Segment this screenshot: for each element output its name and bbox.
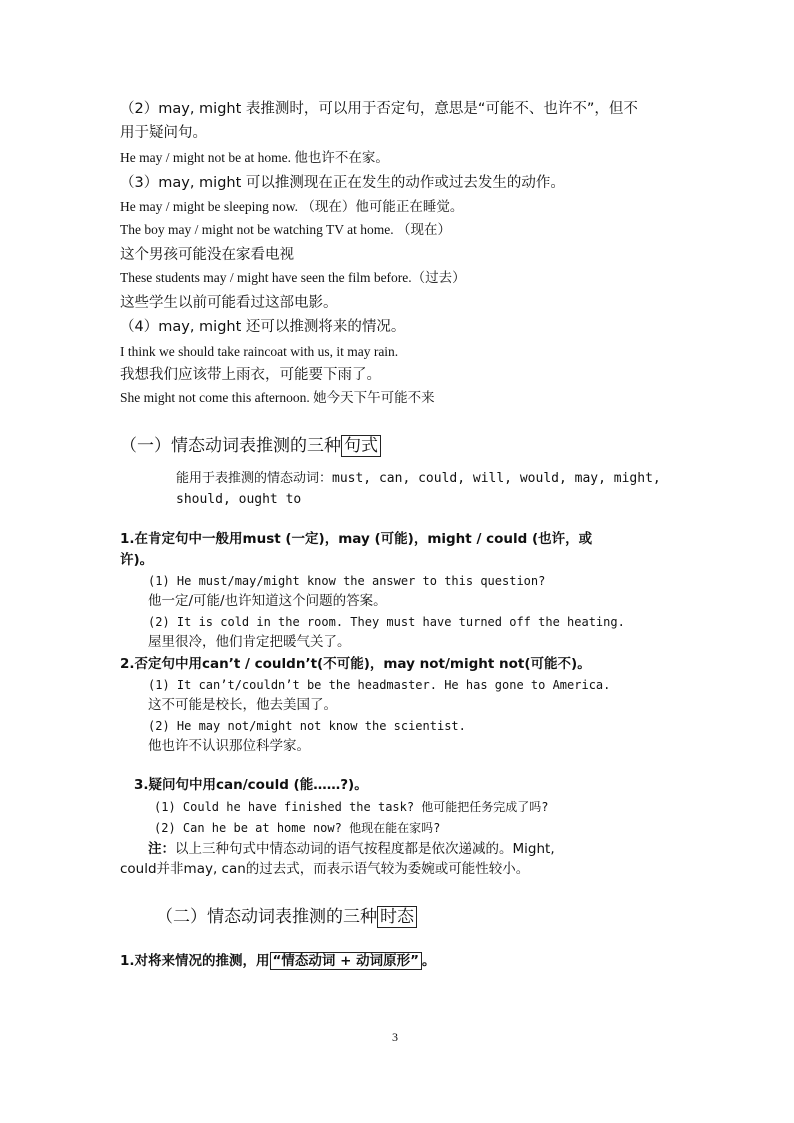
item-2-heading: 2.否定句中用can’t / couldn’t(不可能)，may not/might not(可能不)。 [120, 656, 591, 672]
section-1-title-boxed: 句式 [341, 435, 381, 457]
example-sentence: These students may / might have seen the film before.（过去） [120, 270, 466, 285]
paragraph-2-line-2: 用于疑问句。 [120, 125, 207, 141]
example-translation: 这些学生以前可能看过这部电影。 [120, 295, 338, 311]
example-sentence: The boy may / might not be watching TV at home. （现在） [120, 222, 451, 237]
section-1-title: （一）情态动词表推测的三种 [120, 436, 341, 456]
section-2-title-boxed: 时态 [377, 906, 417, 928]
example-sentence: (1) He must/may/might know the answer to this question? [148, 574, 546, 588]
example-sentence: She might not come this afternoon. 她今天下午可能不来 [120, 390, 435, 405]
item-1-heading: 1.在肯定句中一般用must (一定)，may (可能)，might / could (也许，或 [120, 531, 593, 547]
section-1-description: 能用于表推测的情态动词：must, can, could, will, would, may, might, [176, 471, 661, 486]
example-translation: 我想我们应该带上雨衣，可能要下雨了。 [120, 367, 381, 383]
paragraph-2-line-1: （2）may, might 表推测时，可以用于否定句，意思是“可能不、也许不”，但不 [120, 101, 638, 117]
example-sentence: I think we should take raincoat with us, it may rain. [120, 344, 399, 359]
paragraph-4: （4）may, might 还可以推测将来的情况。 [120, 319, 406, 335]
section-2-title: （二）情态动词表推测的三种 [156, 907, 377, 927]
section-1-heading [120, 436, 381, 457]
note-line-1 [148, 841, 555, 858]
note-text: 以上三种句式中情态动词的语气按程度都是依次递减的。Might, [175, 841, 555, 857]
section-2-item-1-text: 1.对将来情况的推测，用 [120, 953, 270, 969]
example-translation: 他一定/可能/也许知道这个问题的答案。 [148, 593, 387, 609]
item-1-heading-cont: 许)。 [120, 552, 154, 568]
paragraph-3: （3）may, might 可以推测现在正在发生的动作或过去发生的动作。 [120, 175, 565, 191]
example-sentence: He may / might not be at home. 他也许不在家。 [120, 150, 389, 165]
example-sentence: (2) Can he be at home now? 他现在能在家吗? [154, 821, 441, 835]
example-sentence: (2) He may not/might not know the scientist. [148, 719, 466, 733]
example-sentence: He may / might be sleeping now. （现在）他可能正在睡觉。 [120, 199, 464, 214]
example-sentence: (2) It is cold in the room. They must have turned off the heating. [148, 615, 625, 629]
section-2-heading [156, 907, 417, 928]
example-translation: 这个男孩可能没在家看电视 [120, 247, 294, 263]
page-number: 3 [392, 1030, 398, 1044]
example-translation: 这不可能是校长，他去美国了。 [148, 697, 337, 713]
note-line-2: could并非may, can的过去式，而表示语气较为委婉或可能性较小。 [120, 861, 530, 877]
section-2-item-1-boxed: “情态动词 + 动词原形” [270, 952, 422, 970]
example-sentence: (1) It can’t/couldn’t be the headmaster. He has gone to America. [148, 678, 611, 692]
section-2-item-1-suffix: 。 [422, 953, 436, 969]
section-2-item-1 [120, 953, 436, 970]
item-3-heading: 3.疑问句中用can/could (能……?)。 [134, 777, 368, 793]
example-translation: 他也许不认识那位科学家。 [148, 738, 310, 754]
section-1-description: should, ought to [176, 492, 302, 507]
example-sentence: (1) Could he have finished the task? 他可能把任务完成了吗? [154, 800, 549, 814]
example-translation: 屋里很冷，他们肯定把暖气关了。 [148, 634, 351, 650]
note-label: 注： [148, 841, 175, 857]
